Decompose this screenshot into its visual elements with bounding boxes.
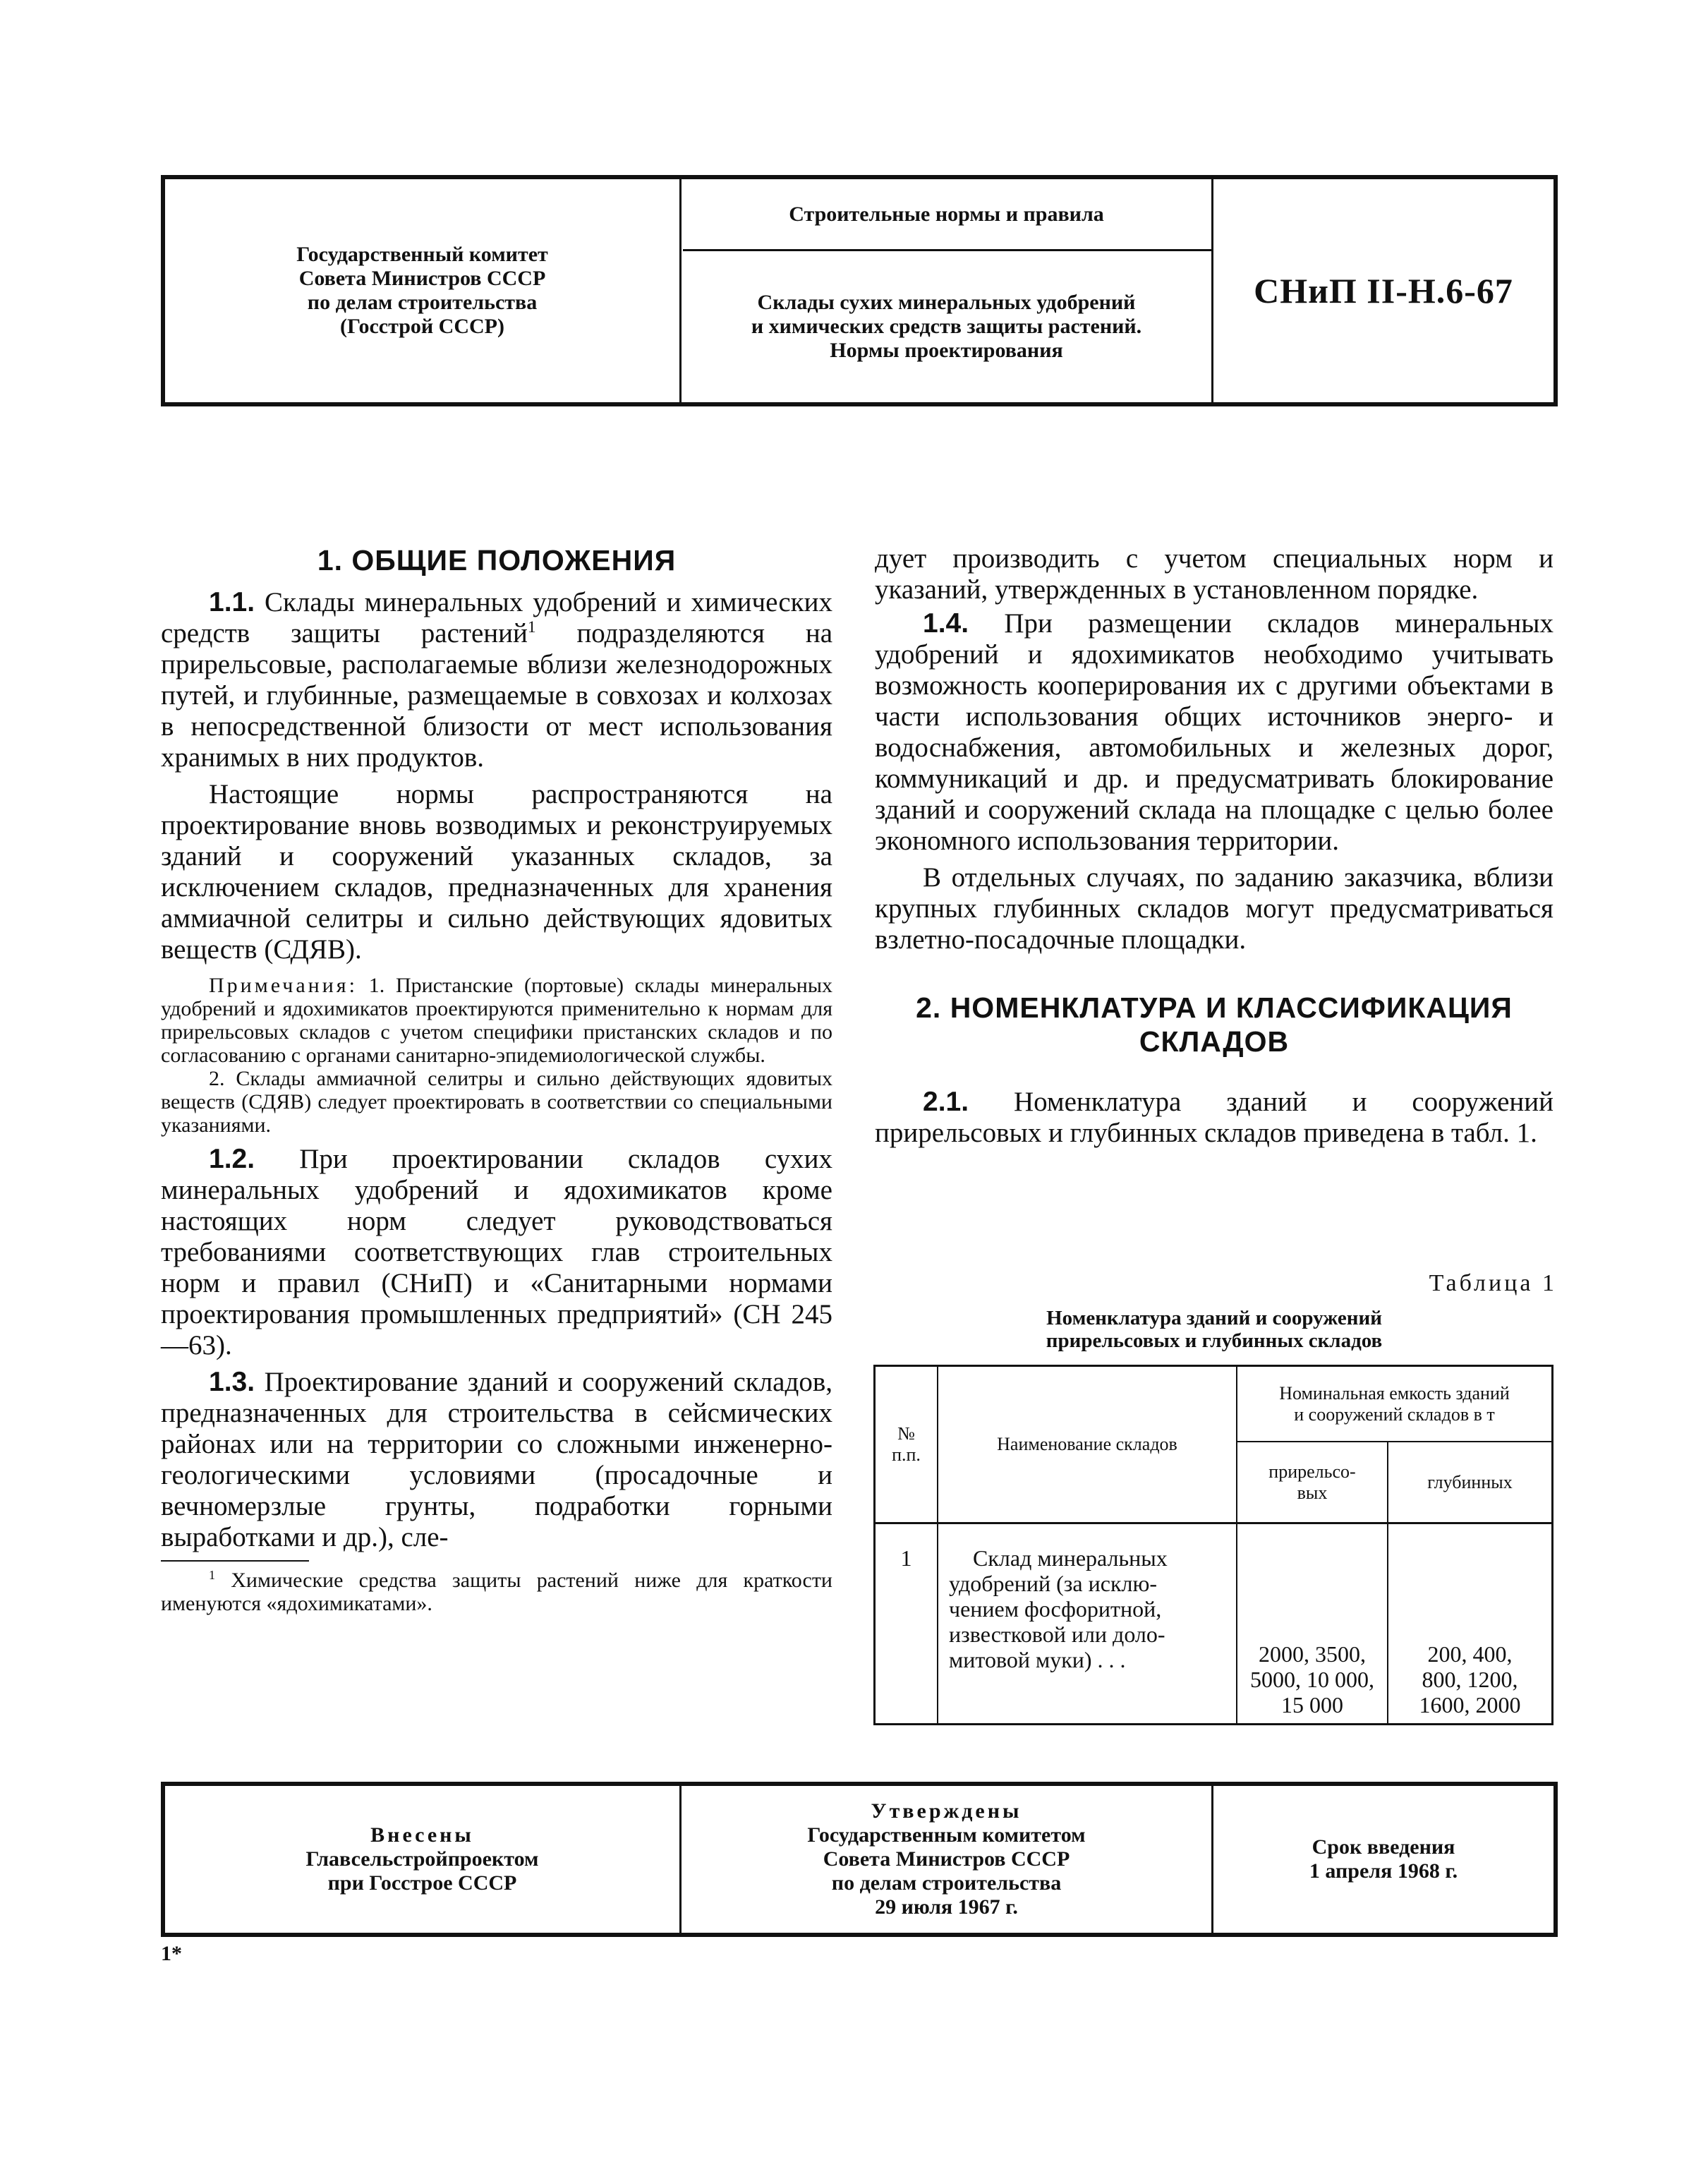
table-header-capacity: Номинальная емкость зданий и сооружений складов в т xyxy=(1279,1382,1510,1425)
footer-right-border xyxy=(1553,1782,1558,1937)
notes-note2: 2. Склады аммиачной селитры и сильно действующих ядовитых веществ (СДЯВ) следует проектировать в соответствии со специальными указаниями. xyxy=(161,1067,832,1137)
section1-title: 1. ОБЩИЕ ПОЛОЖЕНИЯ xyxy=(317,544,677,577)
para-1-4-b: В отдельных случаях, по заданию заказчика, вблизи крупных глубинных складов могут предусматриваться взлетно-посадочные площадки. xyxy=(875,862,1553,955)
table-header-name: Наименование складов xyxy=(997,1434,1177,1454)
table-label: Таблица 1 xyxy=(1429,1270,1557,1296)
table-header-deep: глубинных xyxy=(1427,1471,1513,1492)
para-1-2: 1.2. При проектировании складов сухих минеральных удобрений и ядохимикатов кроме настоящих норм следует руководствоваться требованиями соответствующих глав строительных норм и правил (СНиП) и «Санитарными нормами проектирования промышленных предприятий» (СН 245—63). xyxy=(161,1144,832,1360)
para-1-1: 1.1. Склады минеральных удобрений и химических средств защиты растений$^1$ подразделяются на прирельсовые, располагаемые вблизи железнодорожных путей, и глубинные, размещаемые в совхозах и колхозах в непосредственной близости от мест использования хранимых в них продуктов. xyxy=(161,587,833,773)
header-norms-type: Строительные нормы и правила xyxy=(789,202,1104,226)
table-header-rail: прирельсо- вых xyxy=(1268,1461,1356,1503)
para-1-3-cont: дует производить с учетом специальных норм и указаний, утвержденных в установленном порядке. xyxy=(875,543,1553,605)
para-2-1: 2.1. Номенклатура зданий и сооружений прирельсовых и глубинных складов приведена в табл. 1. xyxy=(875,1087,1553,1148)
footnote: $^1$ Химические средства защиты растений ниже для краткости именуются «ядохимикатами». xyxy=(161,1568,832,1615)
footer-submitted: Внесены Главсельстройпроектом при Госстрое СССР xyxy=(305,1823,539,1895)
header-doc-title: Склады сухих минеральных удобрений и химических средств защиты растений. Нормы проектирования xyxy=(751,291,1142,362)
para-1-3: 1.3. Проектирование зданий и сооружений складов, предназначенных для строительства в сейсмических районах или на территории со сложными инженерно-геологическими условиями (просадочные и вечномерзлые грунты, подработки горными выработками и др.), сле- xyxy=(161,1367,833,1552)
page-mark: 1* xyxy=(161,1942,182,1965)
table-right-border xyxy=(1551,1365,1553,1725)
table-header-rule xyxy=(873,1522,1553,1524)
header-committee: Государственный комитет Совета Министров СССР по делам строительства (Госстрой СССР) xyxy=(296,243,548,338)
table-row-1-num: 1 xyxy=(900,1545,912,1571)
para-1-1-scope: Настоящие нормы распространяются на проектирование вновь возводимых и реконструируемых зданий и сооружений указанных складов, за исключением складов, предназначенных для хранения аммиачной селитры и сильно действующих ядовитых веществ (СДЯВ). xyxy=(161,779,832,965)
footer-approved: Утверждены Государственным комитетом Совета Министров СССР по делам строительства 29 июля 1967 г. xyxy=(807,1799,1086,1919)
right-column xyxy=(875,543,1553,1149)
table-row-1-deep: 200, 400, 800, 1200, 1600, 2000 xyxy=(1419,1641,1521,1718)
table-bottom-rule xyxy=(873,1723,1553,1725)
table-row-1-name: Склад минеральных удобрений (за исклю- чением фосфоритной, известковой или доло- митовой муки) . . . xyxy=(949,1545,1168,1672)
section2-title: 2. НОМЕНКЛАТУРА И КЛАССИФИКАЦИЯ СКЛАДОВ xyxy=(916,991,1513,1058)
header-right-border xyxy=(1553,175,1558,406)
para-1-4: 1.4. При размещении складов минеральных удобрений и ядохимикатов необходимо учитывать возможность кооперирования их с другими объектами в части использования общих источников энерго- и водоснабжения, автомобильных и железных дорог, коммуникаций и др. и предусматривать блокирование зданий и сооружений склада на площадке с целью более экономного использования территории. xyxy=(875,608,1554,856)
footnote-rule xyxy=(161,1560,309,1562)
footer-effective: Срок введения 1 апреля 1968 г. xyxy=(1309,1835,1458,1883)
table-title: Номенклатура зданий и сооружений прирельсовых и глубинных складов xyxy=(1046,1307,1383,1352)
header-code: СНиП II-Н.6-67 xyxy=(1254,271,1513,310)
notes-note1: Примечания: 1. Пристанские (портовые) склады минеральных удобрений и ядохимикатов проектируются применительно к нормам для прирельсовых складов с учетом специфики пристанских складов и по согласованию с органами санитарно-эпидемиологической службы. xyxy=(161,974,832,1067)
table-header-num: № п.п. xyxy=(892,1423,921,1465)
left-column xyxy=(161,543,832,1615)
table-row-1-rail: 2000, 3500, 5000, 10 000, 15 000 xyxy=(1250,1641,1374,1718)
